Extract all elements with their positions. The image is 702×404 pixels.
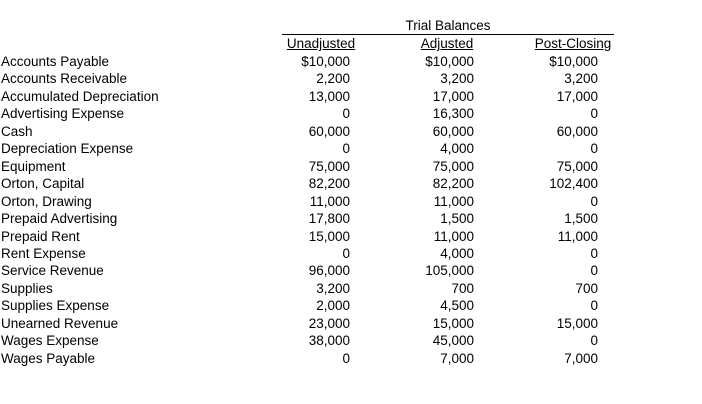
adjusted-value: 17,000 xyxy=(432,88,474,104)
unadjusted-value: 17,800 xyxy=(308,211,350,227)
account-name: Orton, Drawing xyxy=(1,193,92,209)
adjusted-value: 4,000 xyxy=(440,245,474,261)
post-closing-value: 0 xyxy=(590,333,598,349)
table-row xyxy=(0,88,702,106)
account-name: Orton, Capital xyxy=(1,176,85,192)
table-row xyxy=(0,193,702,211)
adjusted-value: 4,500 xyxy=(440,298,474,314)
table-row xyxy=(0,228,702,246)
account-name: Equipment xyxy=(1,158,66,174)
adjusted-value: 4,000 xyxy=(440,141,474,157)
unadjusted-value: 0 xyxy=(342,245,350,261)
post-closing-value: 0 xyxy=(590,106,598,122)
account-name: Service Revenue xyxy=(1,263,104,279)
post-closing-value: 102,400 xyxy=(549,176,598,192)
table-row xyxy=(0,350,702,368)
unadjusted-value: 15,000 xyxy=(308,228,350,244)
adjusted-value: 1,500 xyxy=(440,211,474,227)
account-name: Depreciation Expense xyxy=(1,141,134,157)
adjusted-value: 700 xyxy=(451,280,474,296)
account-name: Accounts Receivable xyxy=(1,71,128,87)
post-closing-value: 11,000 xyxy=(557,228,598,244)
unadjusted-value: 75,000 xyxy=(308,158,350,174)
table-row xyxy=(0,105,702,123)
adjusted-value: $10,000 xyxy=(425,54,474,69)
post-closing-value: 0 xyxy=(590,245,598,261)
column-header-post-closing: Post-Closing xyxy=(534,36,612,51)
account-name: Wages Expense xyxy=(1,333,99,349)
table-row xyxy=(0,297,702,315)
unadjusted-value: 13,000 xyxy=(308,88,350,104)
account-name: Wages Payable xyxy=(1,350,96,366)
unadjusted-value: 2,000 xyxy=(316,298,350,314)
account-name: Cash xyxy=(1,123,33,139)
table-row xyxy=(0,158,702,176)
unadjusted-value: $10,000 xyxy=(301,54,350,69)
account-name: Accounts Payable xyxy=(1,54,110,69)
account-name: Accumulated Depreciation xyxy=(1,88,159,104)
post-closing-value: 75,000 xyxy=(556,158,598,174)
post-closing-value: 700 xyxy=(575,280,598,296)
unadjusted-value: 0 xyxy=(342,106,350,122)
table-row xyxy=(0,175,702,193)
post-closing-value: 0 xyxy=(590,298,598,314)
unadjusted-value: 96,000 xyxy=(308,263,350,279)
post-closing-value: 0 xyxy=(590,263,598,279)
account-name: Prepaid Advertising xyxy=(1,211,118,227)
post-closing-value: 17,000 xyxy=(556,88,598,104)
adjusted-value: 11,000 xyxy=(433,228,474,244)
table-row xyxy=(0,123,702,141)
unadjusted-value: 38,000 xyxy=(308,333,350,349)
account-name: Prepaid Rent xyxy=(1,228,80,244)
table-row xyxy=(0,140,702,158)
adjusted-value: 16,300 xyxy=(432,106,474,122)
table-row xyxy=(0,262,702,280)
table-row xyxy=(0,245,702,263)
table-row xyxy=(0,70,702,88)
unadjusted-value: 3,200 xyxy=(316,280,350,296)
post-closing-value: $10,000 xyxy=(549,54,598,69)
post-closing-value: 0 xyxy=(590,141,598,157)
table-row xyxy=(0,332,702,350)
adjusted-value: 3,200 xyxy=(440,71,474,87)
unadjusted-value: 23,000 xyxy=(308,315,350,331)
account-name: Supplies Expense xyxy=(1,298,110,314)
table-row xyxy=(0,210,702,228)
unadjusted-value: 11,000 xyxy=(309,193,350,209)
unadjusted-value: 0 xyxy=(342,141,350,157)
account-name: Advertising Expense xyxy=(1,106,125,122)
unadjusted-value: 2,200 xyxy=(316,71,350,87)
post-closing-value: 3,200 xyxy=(564,71,598,87)
adjusted-value: 82,200 xyxy=(432,176,474,192)
post-closing-value: 0 xyxy=(590,193,598,209)
adjusted-value: 75,000 xyxy=(432,158,474,174)
post-closing-value: 1,500 xyxy=(564,211,598,227)
adjusted-value: 60,000 xyxy=(432,123,474,139)
adjusted-value: 7,000 xyxy=(440,350,474,366)
unadjusted-value: 82,200 xyxy=(308,176,350,192)
table-row xyxy=(0,53,702,71)
post-closing-value: 7,000 xyxy=(564,350,598,366)
post-closing-value: 15,000 xyxy=(556,315,598,331)
adjusted-value: 45,000 xyxy=(432,333,474,349)
trial-balances-title: Trial Balances xyxy=(282,18,614,35)
unadjusted-value: 60,000 xyxy=(308,123,350,139)
table-row xyxy=(0,315,702,333)
column-header-adjusted: Adjusted xyxy=(420,36,474,51)
unadjusted-value: 0 xyxy=(342,350,350,366)
table-row xyxy=(0,280,702,298)
post-closing-value: 60,000 xyxy=(556,123,598,139)
account-name: Supplies xyxy=(1,280,53,296)
account-name: Rent Expense xyxy=(1,245,86,261)
adjusted-value: 15,000 xyxy=(432,315,474,331)
column-header-unadjusted: Unadjusted xyxy=(286,36,356,51)
adjusted-value: 11,000 xyxy=(433,193,474,209)
adjusted-value: 105,000 xyxy=(425,263,474,279)
account-name: Unearned Revenue xyxy=(1,315,119,331)
